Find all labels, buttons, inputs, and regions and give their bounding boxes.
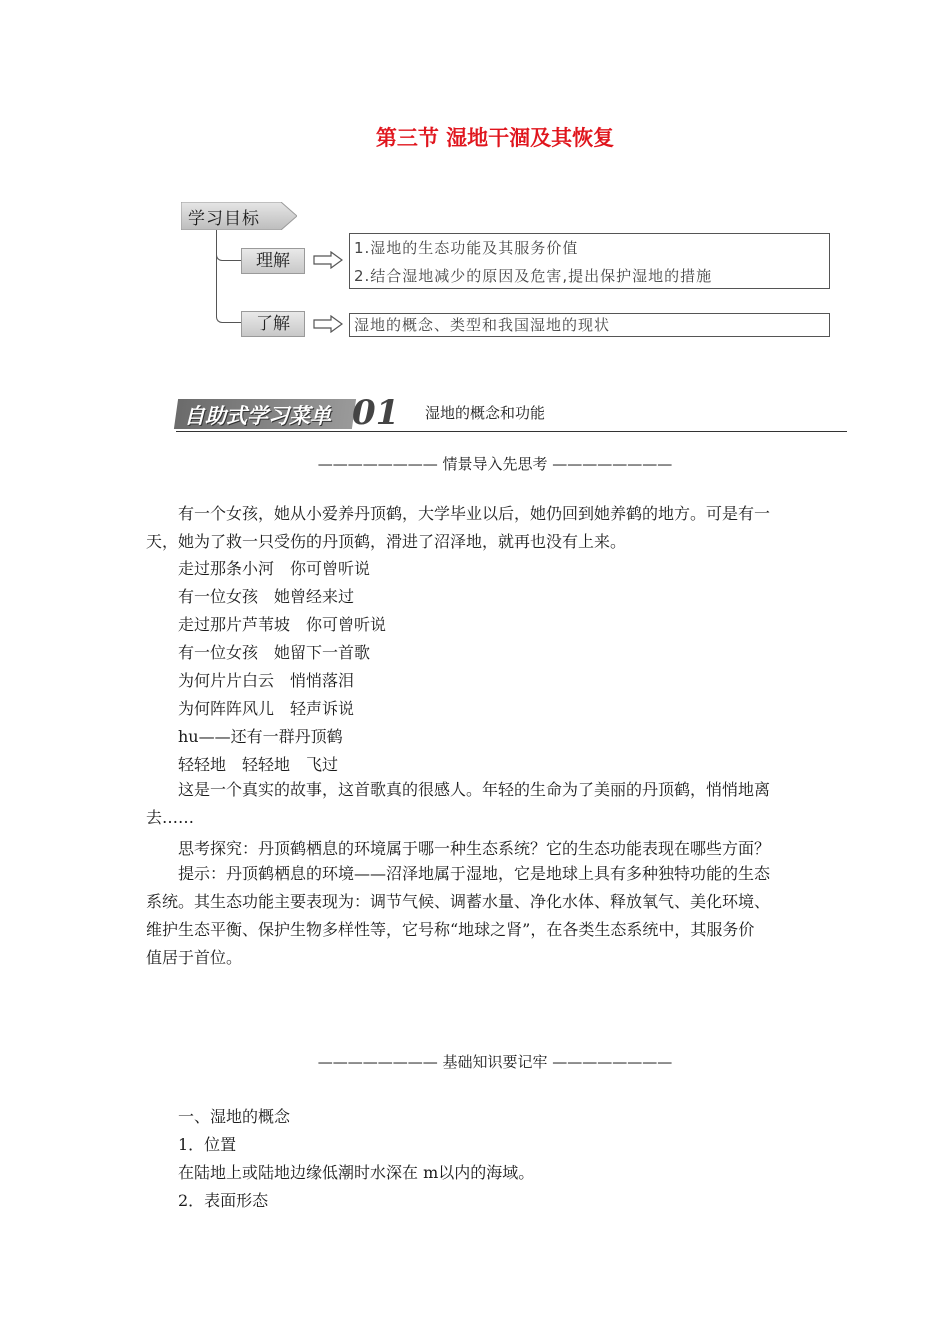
text-line: 在陆地上或陆地边缘低潮时水深在 m以内的海域。	[178, 1163, 535, 1182]
song-line: 为何阵阵风儿 轻声诉说	[178, 699, 355, 718]
arrow-right-icon	[313, 315, 343, 333]
question-line: 思考探究：丹顶鹤栖息的环境属于哪一种生态系统？它的生态功能表现在哪些方面？	[178, 839, 771, 858]
divider	[176, 431, 847, 432]
know-item: 湿地的概念、类型和我国湿地的现状	[354, 316, 611, 334]
understand-item: 2.结合湿地减少的原因及危害,提出保护湿地的措施	[354, 267, 713, 285]
understand-box	[349, 233, 830, 289]
text-line: 一、湿地的概念	[178, 1107, 291, 1126]
song-line: 有一位女孩 她留下一首歌	[178, 643, 371, 662]
text-line: 去……	[146, 808, 195, 827]
text-line: 天，她为了救一只受伤的丹顶鹤，滑进了沼泽地，就再也没有上来。	[146, 532, 627, 551]
understand-tag: 理解	[241, 248, 305, 274]
text-line: 值居于首位。	[146, 948, 243, 967]
text-line: 2．表面形态	[178, 1191, 269, 1210]
song-line: 走过那片芦苇坡 你可曾听说	[178, 615, 387, 634]
tree-connector-2	[216, 230, 241, 323]
answer-paragraph	[146, 860, 810, 972]
understand-item: 1.湿地的生态功能及其服务价值	[354, 239, 579, 257]
menu-banner-number: 01	[352, 393, 400, 433]
page-title: 第三节 湿地干涸及其恢复	[375, 126, 615, 150]
text-line: 这是一个真实的故事，这首歌真的很感人。年轻的生命为了美丽的丹顶鹤，悄悄地离	[178, 780, 771, 799]
menu-topic: 湿地的概念和功能	[425, 404, 546, 422]
text-line: 提示：丹顶鹤栖息的环境——沼泽地属于湿地，它是地球上具有多种独特功能的生态	[178, 864, 771, 883]
paragraph	[146, 776, 810, 832]
text-line: 维护生态平衡、保护生物多样性等，它号称“地球之肾”，在各类生态系统中，其服务价	[146, 920, 755, 939]
objectives-heading: 学习目标	[188, 209, 260, 229]
song-line: 为何片片白云 悄悄落泪	[178, 671, 355, 690]
know-box	[349, 313, 830, 337]
song-line: hu——还有一群丹顶鹤	[178, 727, 343, 746]
menu-banner-text: 自助式学习菜单	[184, 404, 331, 428]
know-tag: 了解	[241, 311, 305, 337]
arrow-right-icon	[313, 251, 343, 269]
song-line: 轻轻地 轻轻地 飞过	[178, 755, 339, 774]
text-line: 系统。其生态功能主要表现为：调节气候、调蓄水量、净化水体、释放氧气、美化环境、	[146, 892, 771, 911]
section-heading: ———————— 情景导入先思考 ————————	[317, 455, 673, 473]
song-line: 有一位女孩 她曾经来过	[178, 587, 355, 606]
text-line: 1．位置	[178, 1135, 237, 1154]
paragraph	[146, 500, 810, 556]
song-line: 走过那条小河 你可曾听说	[178, 559, 371, 578]
text-line: 有一个女孩，她从小爱养丹顶鹤，大学毕业以后，她仍回到她养鹤的地方。可是有一	[178, 504, 771, 523]
section-heading: ———————— 基础知识要记牢 ————————	[317, 1053, 673, 1071]
